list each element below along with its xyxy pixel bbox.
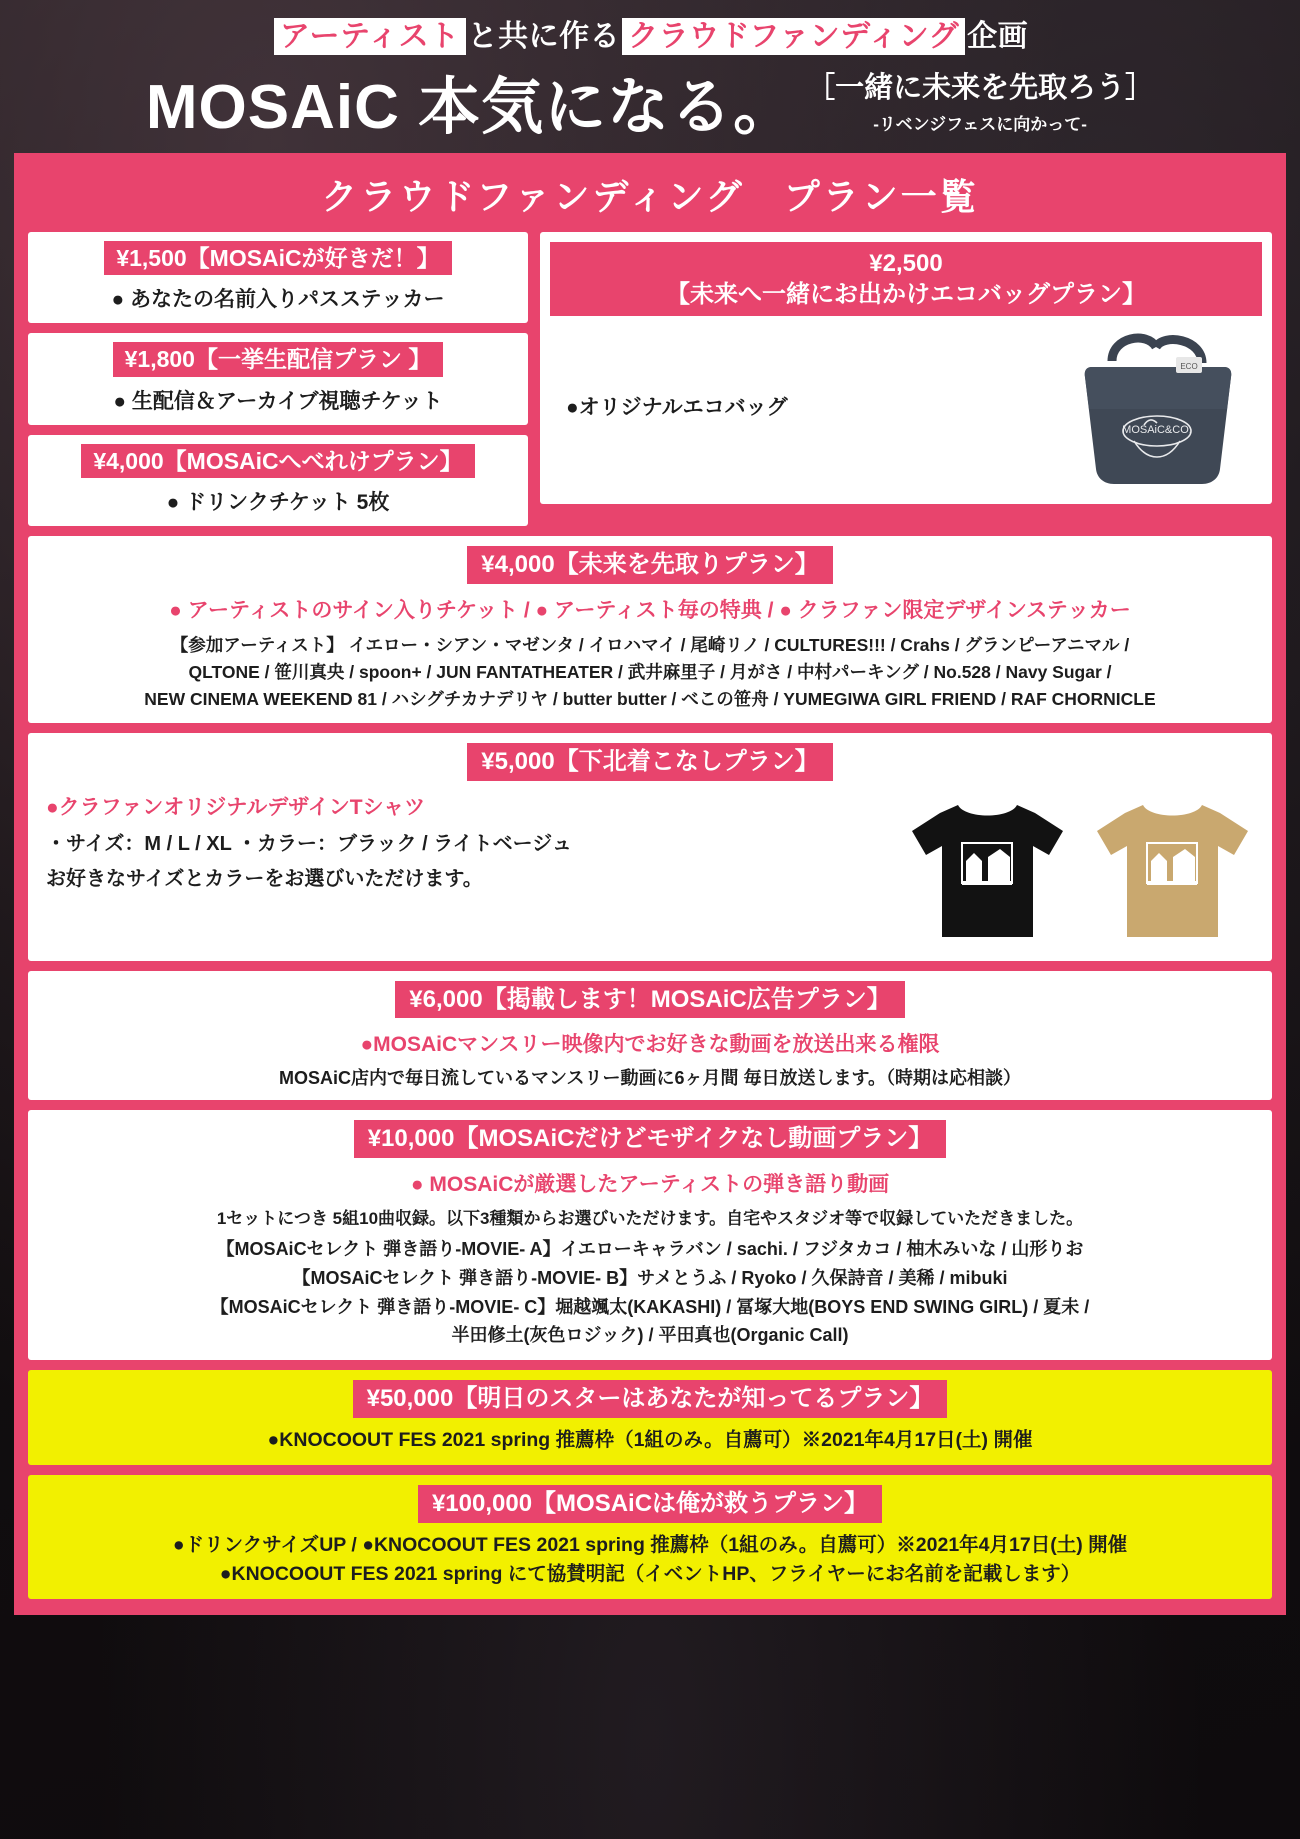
plan-card-1800[interactable]	[28, 333, 528, 424]
plan-5000-line2: ・サイズ：M / L / XL ・カラー：ブラック / ライトベージュ	[46, 832, 572, 855]
tshirt-beige-icon	[1085, 791, 1260, 951]
plan-100000-title: ¥100,000【MOSAiCは俺が救うプラン】	[418, 1485, 882, 1523]
bag-logo-text: MOSAiC&CO.	[1122, 423, 1192, 436]
kicker-highlight-artist: アーティスト	[274, 18, 466, 55]
plan-4000b-lead: ● アーティストのサイン入りチケット / ● アーティスト毎の特典 / ● クラファン限定デザインステッカー	[169, 598, 1131, 622]
plan-4000b-title-wrap	[40, 546, 1260, 584]
plan-100000-title-wrap	[40, 1485, 1260, 1523]
plan-5000-line1: ●クラファンオリジナルデザインTシャツ	[46, 795, 426, 819]
eco-bag-image	[1052, 319, 1262, 494]
plan-1800-title-wrap	[38, 342, 518, 376]
plan-4000a-title: ¥4,000【MOSAiCへべれけプラン】	[81, 444, 474, 478]
plan-10000-title: ¥10,000【MOSAiCだけどモザイクなし動画プラン】	[354, 1120, 947, 1158]
plan-4000b-artists-line3: NEW CINEMA WEEKEND 81 / ハシグチカナデリヤ / butter butter / べこの笹舟 / YUMEGIWA GIRL FRIEND / RAF CHORNICLE	[144, 689, 1156, 710]
kicker-post: 企画	[967, 20, 1029, 53]
top-left-column	[28, 232, 528, 536]
plan-5000-line3: お好きなサイズとカラーをお選びいただけます。	[46, 867, 483, 890]
plan-50000-lines	[40, 1426, 1260, 1455]
plan-10000-movie-c: 【MOSAiCセレクト 弾き語り-MOVIE- C】堀越颯太(KAKASHI) / 冨塚大地(BOYS END SWING GIRL) / 夏未 /	[210, 1296, 1090, 1317]
plan-50000-title: ¥50,000【明日のスターはあなたが知ってるプラン】	[353, 1380, 948, 1418]
tshirt-black-icon	[900, 791, 1075, 951]
plan-6000-line1: ●MOSAiCマンスリー映像内でお好きな動画を放送出来る権限	[360, 1033, 940, 1057]
plan-4000a-title-wrap	[38, 444, 518, 478]
title-row	[0, 65, 1300, 142]
plan-2500-body	[550, 316, 1262, 496]
page-title: MOSAiC 本気になる。	[145, 73, 797, 142]
plan-card-100000[interactable]	[28, 1475, 1272, 1599]
eco-bag-svg	[1052, 319, 1262, 494]
plan-5000-title: ¥5,000【下北着こなしプラン】	[467, 743, 832, 781]
plan-10000-movie-a: 【MOSAiCセレクト 弾き語り-MOVIE- A】イエローキャラバン / sachi. / フジタカコ / 柚木みいな / 山形りお	[216, 1239, 1084, 1260]
plan-4000b-artists-line1: 【参加アーティスト】 イエロー・シアン・マゼンタ / イロハマイ / 尾崎リノ / CULTURES!!! / Crahs / グランピーアニマル /	[170, 634, 1130, 655]
plan-10000-title-wrap	[40, 1120, 1260, 1158]
plan-5000-title-wrap	[40, 743, 1260, 781]
plan-card-5000[interactable]	[28, 733, 1272, 961]
plan-card-4000-hebereke[interactable]	[28, 435, 528, 526]
plan-2500-title-line2: 【未来へ一緒にお出かけエコバッグプラン】	[666, 281, 1146, 309]
plan-1500-benefit: ● あなたの名前入りパスステッカー	[111, 288, 445, 312]
top-plans-grid	[28, 232, 1272, 536]
title-bracket: ［一緒に未来を先取ろう］	[806, 72, 1155, 104]
plan-2500-title	[550, 242, 1262, 316]
plan-10000-movie-c2: 半田修土(灰色ロジック) / 平田真也(Organic Call)	[451, 1325, 849, 1346]
plan-1800-benefit: ● 生配信＆アーカイブ視聴チケット	[113, 389, 443, 413]
plan-2500-title-line1: ¥2,500	[869, 250, 943, 277]
plan-4000a-benefit: ● ドリンクチケット 5枚	[166, 491, 390, 515]
plan-10000-line1: ● MOSAiCが厳選したアーティストの弾き語り動画	[410, 1173, 890, 1197]
plan-card-50000[interactable]	[28, 1370, 1272, 1465]
plan-card-10000[interactable]	[28, 1110, 1272, 1360]
plans-panel	[14, 153, 1286, 1615]
plan-4000b-artists-line2: QLTONE / 笹川真央 / spoon+ / JUN FANTATHEATER / 武井麻里子 / 月がさ / 中村パーキング / No.528 / Navy Sugar /	[188, 662, 1112, 683]
plan-4000b-title: ¥4,000【未来を先取りプラン】	[467, 546, 832, 584]
plan-6000-title: ¥6,000【掲載します！MOSAiC広告プラン】	[395, 981, 904, 1019]
plan-1500-title-wrap	[38, 241, 518, 275]
plan-5000-text	[40, 791, 860, 891]
plan-10000-line2: 1セットにつき 5組10曲収録。以下3種類からお選びいただけます。自宅やスタジオ等で収録していただきました。	[216, 1209, 1084, 1229]
plan-card-1500[interactable]	[28, 232, 528, 323]
top-right-column	[540, 232, 1272, 504]
plan-card-4000-future[interactable]	[28, 536, 1272, 723]
kicker-mid: と共に作る	[467, 20, 621, 53]
plan-6000-line2: MOSAiC店内で毎日流しているマンスリー動画に6ヶ月間 毎日放送します。（時期は応相談）	[278, 1068, 1022, 1089]
header-kicker	[0, 18, 1300, 55]
plan-100000-line2: ●KNOCOOUT FES 2021 spring にて協賛明記（イベントHP、フライヤーにお名前を記載します）	[219, 1562, 1081, 1585]
plan-6000-title-wrap	[40, 981, 1260, 1019]
title-side	[806, 65, 1154, 139]
plan-1800-title: ¥1,800【一挙生配信プラン 】	[113, 342, 444, 376]
plan-50000-line1: ●KNOCOOUT FES 2021 spring 推薦枠（1組のみ。自薦可）※2021年4月17日(土) 開催	[267, 1428, 1033, 1451]
plan-1500-title: ¥1,500【MOSAiCが好きだ！】	[104, 241, 451, 275]
panel-title: クラウドファンディング プラン一覧	[321, 176, 979, 217]
title-subtitle: -リベンジフェスに向かって-	[873, 115, 1087, 134]
poster-header	[0, 0, 1300, 145]
plan-50000-title-wrap	[40, 1380, 1260, 1418]
plan-5000-body	[40, 791, 1260, 951]
tshirt-images	[860, 791, 1260, 951]
plan-100000-line1: ●ドリンクサイズUP / ●KNOCOOUT FES 2021 spring 推薦枠（1組のみ。自薦可）※2021年4月17日(土) 開催	[172, 1533, 1128, 1556]
plan-card-2500[interactable]	[540, 232, 1272, 504]
plan-card-6000[interactable]	[28, 971, 1272, 1101]
kicker-highlight-crowdfunding: クラウドファンディング	[622, 18, 965, 55]
plan-10000-movie-b: 【MOSAiCセレクト 弾き語り-MOVIE- B】サメとうふ / Ryoko / 久保詩音 / 美稀 / mibuki	[292, 1267, 1008, 1288]
plan-2500-benefit: ●オリジナルエコバッグ	[566, 396, 788, 420]
plan-100000-lines	[40, 1531, 1260, 1590]
svg-text:ECO: ECO	[1180, 361, 1198, 371]
